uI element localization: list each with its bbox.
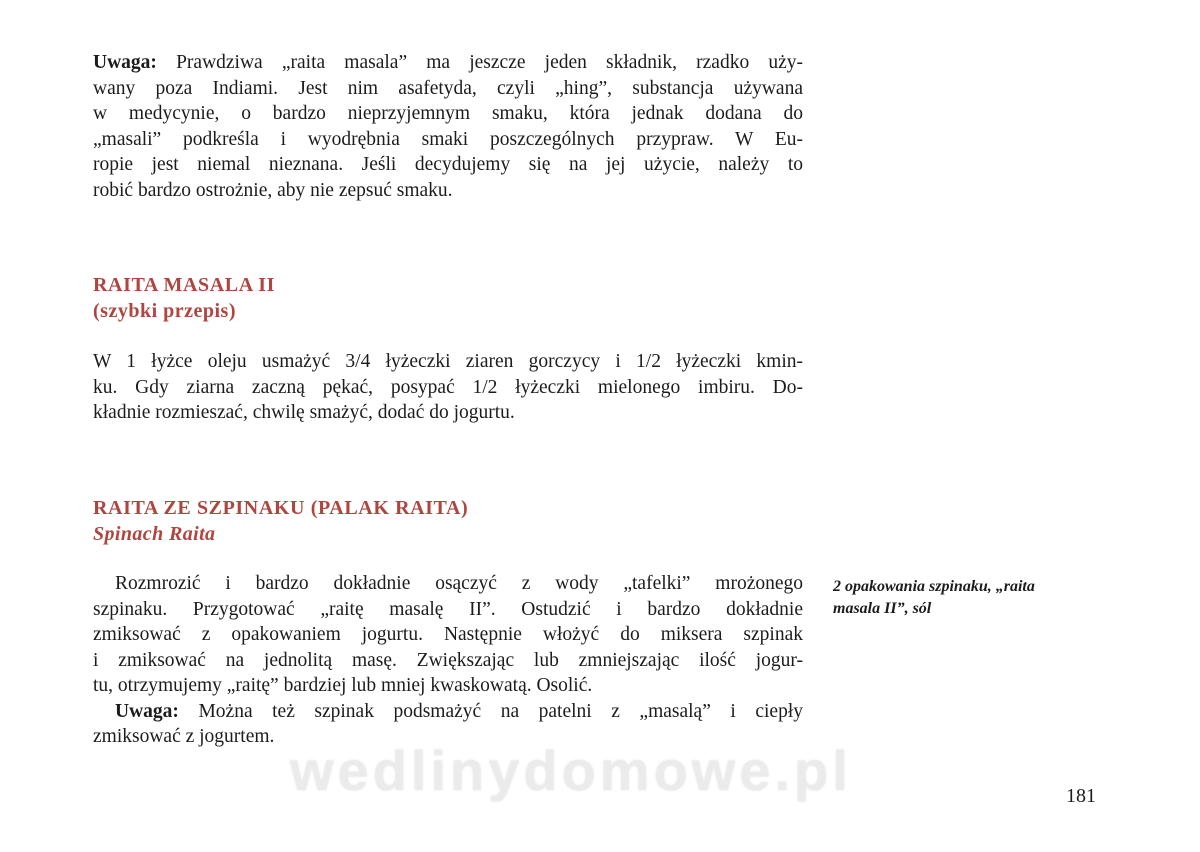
note-line: Uwaga: Prawdziwa „raita masala” ma jeszcze jeden składnik, rzadko uży- [93,52,803,73]
note-label: Uwaga: [93,52,157,73]
note-line: ropie jest niemal nieznana. Jeśli decydujemy się na jej użycie, należy to [93,154,803,175]
recipe-title-raita-masala-ii: RAITA MASALA II [93,274,275,296]
instruction-line: ku. Gdy ziarna zaczną pękać, posypać 1/2 łyżeczki mielonego imbiru. Do- [93,376,803,398]
note-paragraph-asafetida [93,50,803,203]
page-number: 181 [1066,785,1096,807]
instruction-line: Rozmrozić i bardzo dokładnie osączyć z wody „tafelki” mrożonego [115,573,803,594]
note-line: wany poza Indiami. Jest nim asafetyda, czyli „hing”, substancja używana [93,77,803,99]
recipe-instructions-spinach-raita [93,571,803,750]
recipe-instructions-raita-masala-ii [93,349,803,426]
note-line: zmiksować z jogurtem. [93,726,275,747]
instruction-line: i zmiksować na jednolitą masę. Zwiększając lub zmniejszając ilość jogur- [93,649,803,671]
recipe-subtitle-english: Spinach Raita [93,523,216,545]
note-label: Uwaga: [115,700,179,722]
note-line: Uwaga: Można też szpinak podsmażyć na patelni z „masalą” i ciepły [115,700,803,722]
ingredients-line: 2 opakowania szpinaku, „raita [833,578,1035,595]
recipe-title-raita-ze-szpinaku: RAITA ZE SZPINAKU (PALAK RAITA) [93,497,469,519]
instruction-line: tu, otrzymujemy „raitę” bardziej lub mniej kwaskowatą. Osolić. [93,675,593,696]
note-line: w medycynie, o bardzo nieprzyjemnym smaku, która jednak dodana do [93,103,803,124]
ingredients-line: masala II”, sól [833,600,932,617]
ingredients-sidenote [833,576,1108,620]
recipe-subtitle: (szybki przepis) [93,300,236,322]
note-line: robić bardzo ostrożnie, aby nie zepsuć smaku. [93,179,453,201]
instruction-line: zmiksować z opakowaniem jogurtu. Następnie włożyć do miksera szpinak [93,624,803,645]
instruction-line: W 1 łyżce oleju usmażyć 3/4 łyżeczki ziaren gorczycy i 1/2 łyżeczki kmin- [93,351,803,372]
instruction-line: kładnie rozmieszać, chwilę smażyć, dodać do jogurtu. [93,402,515,423]
note-line: „masali” podkreśla i wyodrębnia smaki poszczególnych przypraw. W Eu- [93,128,803,150]
watermark: wedlinydomowe.pl [290,739,852,802]
instruction-line: szpinaku. Przygotować „raitę masalę II”. Ostudzić i bardzo dokładnie [93,598,803,620]
